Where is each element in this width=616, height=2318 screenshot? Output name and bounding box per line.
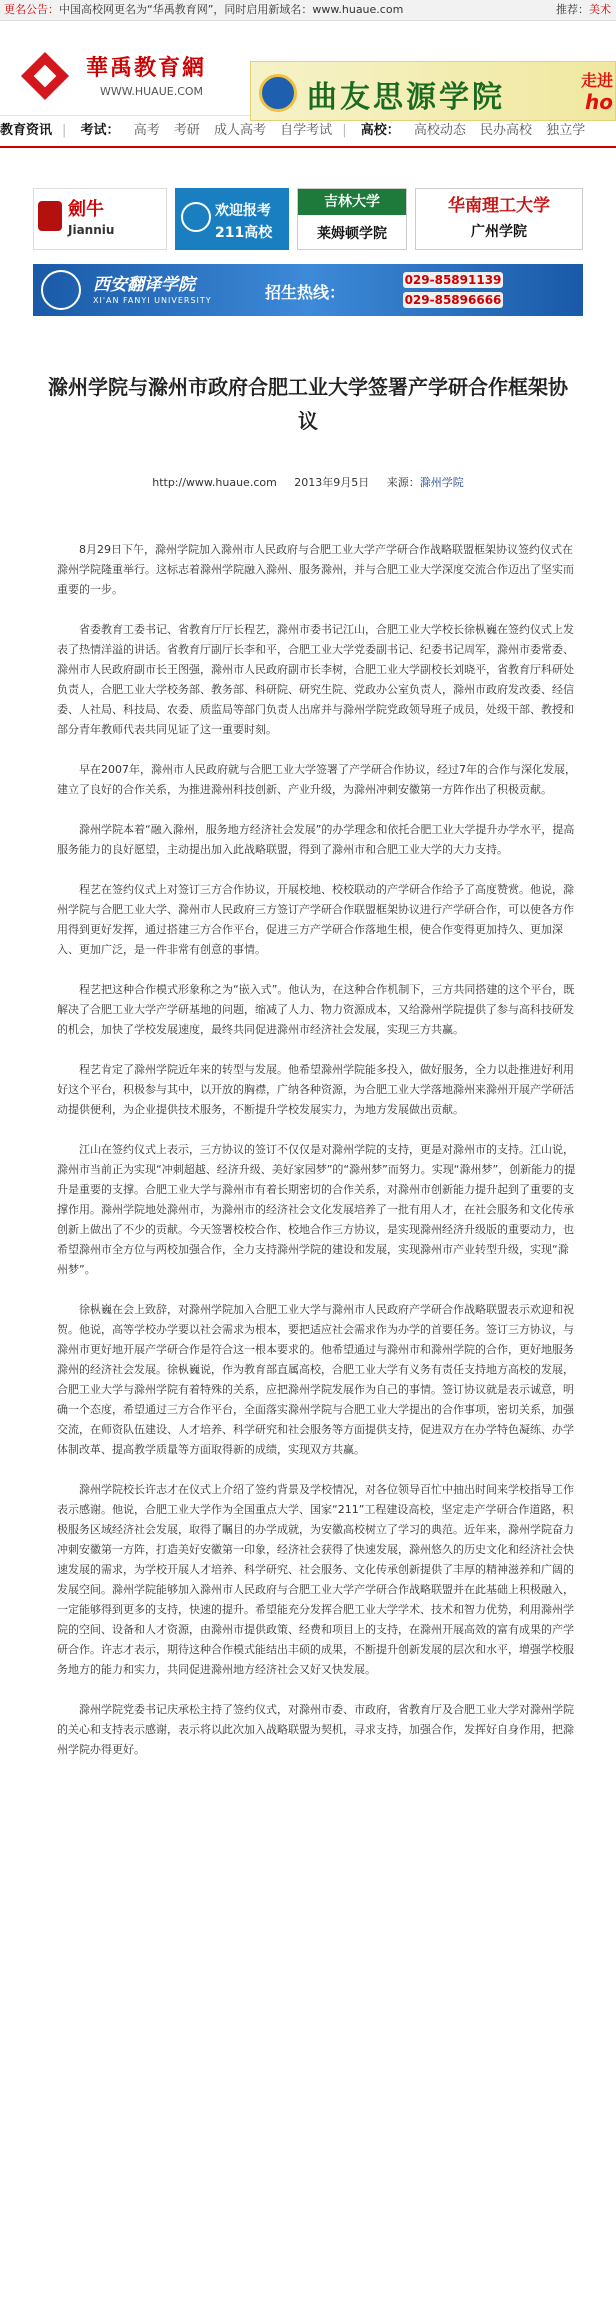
university-seal-icon xyxy=(259,74,297,112)
banner-slogan: 曲友思源学院 xyxy=(307,80,505,115)
notice-text[interactable]: 中国高校网更名为“华禹教育网”，同时启用新域名：www.huaue.com xyxy=(59,3,404,16)
nav-link-private-college[interactable]: 民办高校 xyxy=(480,123,533,138)
ad-xian-phone-1: 029-85891139 xyxy=(404,273,502,287)
ad-xian-phone-2: 029-85896666 xyxy=(404,293,502,307)
rename-notice[interactable] xyxy=(4,0,403,20)
badge-icon xyxy=(181,202,211,232)
article-paragraph: 早在2007年，滁州市人民政府就与合肥工业大学签署了产学研合作协议，经过7年的合作与深化发展，建立了良好的合作关系，为推进滁州科技创新、产业升级，为滁州冲刺安徽第一方阵作出了积极贡献。 xyxy=(57,763,576,796)
logo-url: WWW.HUAUE.COM xyxy=(100,85,204,98)
ad-xian-title: 西安翻译学院 xyxy=(93,275,195,295)
banner-tag: 走进 xyxy=(580,71,613,90)
ad-211-sub: 211高校 xyxy=(215,225,273,241)
article-paragraph: 徐枞巍在会上致辞，对滁州学院加入合肥工业大学与滁州市人民政府产学研合作战略联盟表示欢迎和祝贺。他说，高等学校办学要以社会需求为根本，要把适应社会需求作为办学的首要任务。签订三方协议，与滁州市更好地开展产学研合作是符合这一根本要求的。他希望通过与滁州市和滁州学院的合作，更好地服务滁州的经济社会发展。徐枞巍说，作为教育部直属高校，合肥工业大学有义务有责任支持地方高校的发展，合肥工业大学与滁州学院有着特殊的关系，应把滁州学院发展作为自己的事情。签订协议就是表示诚意，明确一个态度，希望通过三方合作平台，全面落实滁州学院与合肥工业大学提出的合作事项，密切关系，加强交流，在师资队伍建设、人才培养、科学研究和社会服务等方面提供支持，促进双方在办学特色凝练、办学体制改革、提高教学质量等方面取得新的成绩，实现双方共赢。 xyxy=(57,1303,574,1456)
nav-separator: | xyxy=(62,123,67,138)
article-title: 滁州学院与滁州市政府合肥工业大学签署产学研合作框架协议 xyxy=(48,375,568,433)
ad-scut[interactable] xyxy=(415,188,583,250)
recommend-label: 推荐： xyxy=(556,3,589,16)
notice-label: 更名公告： xyxy=(4,3,59,16)
ad-jianniu[interactable] xyxy=(33,188,167,250)
top-banner-ad[interactable] xyxy=(250,61,616,121)
ad-211[interactable] xyxy=(175,188,289,250)
ad-jilin[interactable] xyxy=(297,188,407,250)
jianniu-logo-icon xyxy=(38,201,62,231)
recommend-link[interactable]: 美术 xyxy=(589,3,611,16)
ad-scut-sub: 广州学院 xyxy=(471,224,527,240)
recommend-box xyxy=(556,0,616,20)
article-paragraph: 滁州学院党委书记庆承松主持了签约仪式，对滁州市委、市政府，省教育厅及合肥工业大学对滁州学院的关心和支持表示感谢，表示将以此次加入战略联盟为契机，寻求支持，加强合作，发挥好自身作用，把滁州学院办得更好。 xyxy=(57,1703,574,1756)
ad-section xyxy=(0,148,616,318)
nav-link-gaokao[interactable]: 高考 xyxy=(133,123,160,138)
ad-jilin-title: 吉林大学 xyxy=(298,189,406,215)
article-paragraph: 滁州学院本着“融入滁州，服务地方经济社会发展”的办学理念和依托合肥工业大学提升办学水平，提高服务能力的良好愿望，主动提出加入此战略联盟，得到了滁州市和合肥工业大学的大力支持。 xyxy=(57,823,575,856)
article-meta xyxy=(40,474,576,490)
article-paragraph: 省委教育工委书记、省教育厅厅长程艺，滁州市委书记江山，合肥工业大学校长徐枞巍在签约仪式上发表了热情洋溢的讲话。省教育厅副厅长李和平，合肥工业大学党委副书记、纪委书记周军，滁州市委常委、滁州市人民政府副市长王图强，滁州市人民政府副市长李树，合肥工业大学副校长刘晓平，省教育厅科研处负责人，合肥工业大学校务部、教务部、科研院、研究生院、党政办公室负责人，滁州市政府发改委、经信委、人社局、科技局、农委、质监局等部门负责人出席并与滁州学院党政领导班子成员，处级干部、教授和部分青年教师代表共同见证了这一重要时刻。 xyxy=(57,623,574,736)
university-emblem-icon xyxy=(41,270,81,310)
logo-name: 華禹教育網 xyxy=(86,55,207,81)
nav-link-independent-college[interactable]: 独立学 xyxy=(546,123,586,138)
article-source-label: 来源： xyxy=(386,476,420,489)
nav-link-college-news[interactable]: 高校动态 xyxy=(413,123,466,138)
ad-211-title: 欢迎报考 xyxy=(215,203,271,219)
article-paragraph: 8月29日下午，滁州学院加入滁州市人民政府与合肥工业大学产学研合作战略联盟框架协议签约仪式在滁州学院隆重举行。这标志着滁州学院融入滁州、服务滁州，并与合肥工业大学深度交流合作迈出了坚实而重要的一步。 xyxy=(57,543,574,596)
nav-college-label: 高校： xyxy=(360,123,400,138)
article-body xyxy=(57,540,577,1780)
nav-education-news[interactable]: 教育资讯 xyxy=(0,123,53,138)
nav-exam-label: 考试： xyxy=(80,123,120,138)
article-paragraph: 滁州学院校长许志才在仪式上介绍了签约背景及学校情况，对各位领导百忙中抽出时间来学校指导工作表示感谢。他说，合肥工业大学作为全国重点大学、国家“211”工程建设高校，坚定走产学研合作道路，积极服务区域经济社会发展，取得了瞩目的办学成就，为安徽高校树立了学习的典范。近年来，滁州学院奋力冲刺安徽第一方阵，打造美好安徽第一印象，经济社会获得了快速发展，滁州悠久的历史文化和经济社会快速发展的需求，为学校开展人才培养、科学研究、社会服务、文化传承创新提供了丰厚的精神滋养和广阔的发展空间。滁州学院能够加入滁州市人民政府与合肥工业大学产学研合作战略联盟并在此基础上积极融入，一定能够得到更多的支持，快速的提升。希望能充分发挥合肥工业大学学术、技术和智力优势，利用滁州学院的空间、设备和人才资源，由滁州市提供政策、经费和项目上的支持，在滁州开展高效的富有成果的产学研合作。许志才表示，期待这种合作模式能结出丰硕的成果，不断提升创新发展的层次和水平，增强学校服务地方的能力和实力，共同促进滁州地方经济社会又好又快发展。 xyxy=(57,1483,574,1676)
ad-scut-title: 华南理工大学 xyxy=(448,196,550,216)
site-logo[interactable] xyxy=(28,55,238,103)
banner-tag-secondary: ho xyxy=(585,90,613,114)
ad-xian-hotline-label: 招生热线： xyxy=(265,283,346,302)
article-paragraph: 程艺肯定了滁州学院近年来的转型与发展。他希望滁州学院能多投入，做好服务，全力以赴推进好利用好这个平台，积极参与其中，以开放的胸襟，广纳各种资源，为合肥工业大学落地滁州来滁州开展产学研活动提供便利，为企业提供技术服务，不断提升学校发展实力，为地方发展做出贡献。 xyxy=(57,1063,574,1116)
article-date: 2013年9月5日 xyxy=(294,476,370,489)
nav-link-kaoyan[interactable]: 考研 xyxy=(173,123,200,138)
article-source-link[interactable]: 滁州学院 xyxy=(419,476,464,489)
article-paragraph: 江山在签约仪式上表示，三方协议的签订不仅仅是对滁州学院的支持，更是对滁州市的支持。江山说，滁州市当前正为实现“冲刺超越、经济升级、美好家园梦”的“滁州梦”而努力。实现“滁州梦”，创新能力的提升是重要的支撑。合肥工业大学与滁州市有着长期密切的合作关系，对滁州市创新能力提升起到了重要的支撑作用。滁州学院地处滁州市，为滁州市的经济社会文化发展培养了一批有用人才，在社会服务和文化传承创新上做出了不少的贡献。今天签署校校合作、校地合作三方协议，是实现滁州经济升级版的重要动力，也希望滁州市全方位与两校加强合作，全力支持滁州学院的建设和发展，实现滁州市产业转型升级，实现“滁州梦”。 xyxy=(57,1143,576,1276)
nav-separator: | xyxy=(342,123,347,138)
nav-link-adult-exam[interactable]: 成人高考 xyxy=(214,123,267,138)
article-url[interactable]: http://www.huaue.com xyxy=(152,476,277,489)
article-paragraph: 程艺把这种合作模式形象称之为“嵌入式”。他认为，在这种合作机制下，三方共同搭建的这个平台，既解决了合肥工业大学产学研基地的问题，缩减了人力、物力资源成本，又给滁州学院提供了参与高科技研发的机会，加快了学校发展速度，最终共同促进滁州市经济社会发展，实现三方共赢。 xyxy=(57,983,575,1036)
top-notice-bar xyxy=(0,0,616,21)
ad-jilin-sub: 莱姆顿学院 xyxy=(317,226,387,242)
nav-link-self-study-exam[interactable]: 自学考试 xyxy=(280,123,333,138)
article-paragraph: 程艺在签约仪式上对签订三方合作协议，开展校地、校校联动的产学研合作给予了高度赞赏。他说，滁州学院与合肥工业大学、滁州市人民政府三方签订产学研合作联盟框架协议进行产学研合作，可以使各方作用得到更好发挥，通过搭建三方合作平台，促进三方产学研合作落地生根，使合作变得更加持久、更加深入、更加广泛，是一件非常有创意的事情。 xyxy=(57,883,574,956)
ad-xian-fanyi[interactable] xyxy=(33,264,583,316)
ad-jianniu-title: 劍牛 xyxy=(68,199,104,220)
ad-jianniu-sub: Jianniu xyxy=(68,223,115,237)
site-header xyxy=(0,21,616,116)
main-nav xyxy=(0,116,616,148)
ad-xian-en: XI'AN FANYI UNIVERSITY xyxy=(93,296,212,305)
